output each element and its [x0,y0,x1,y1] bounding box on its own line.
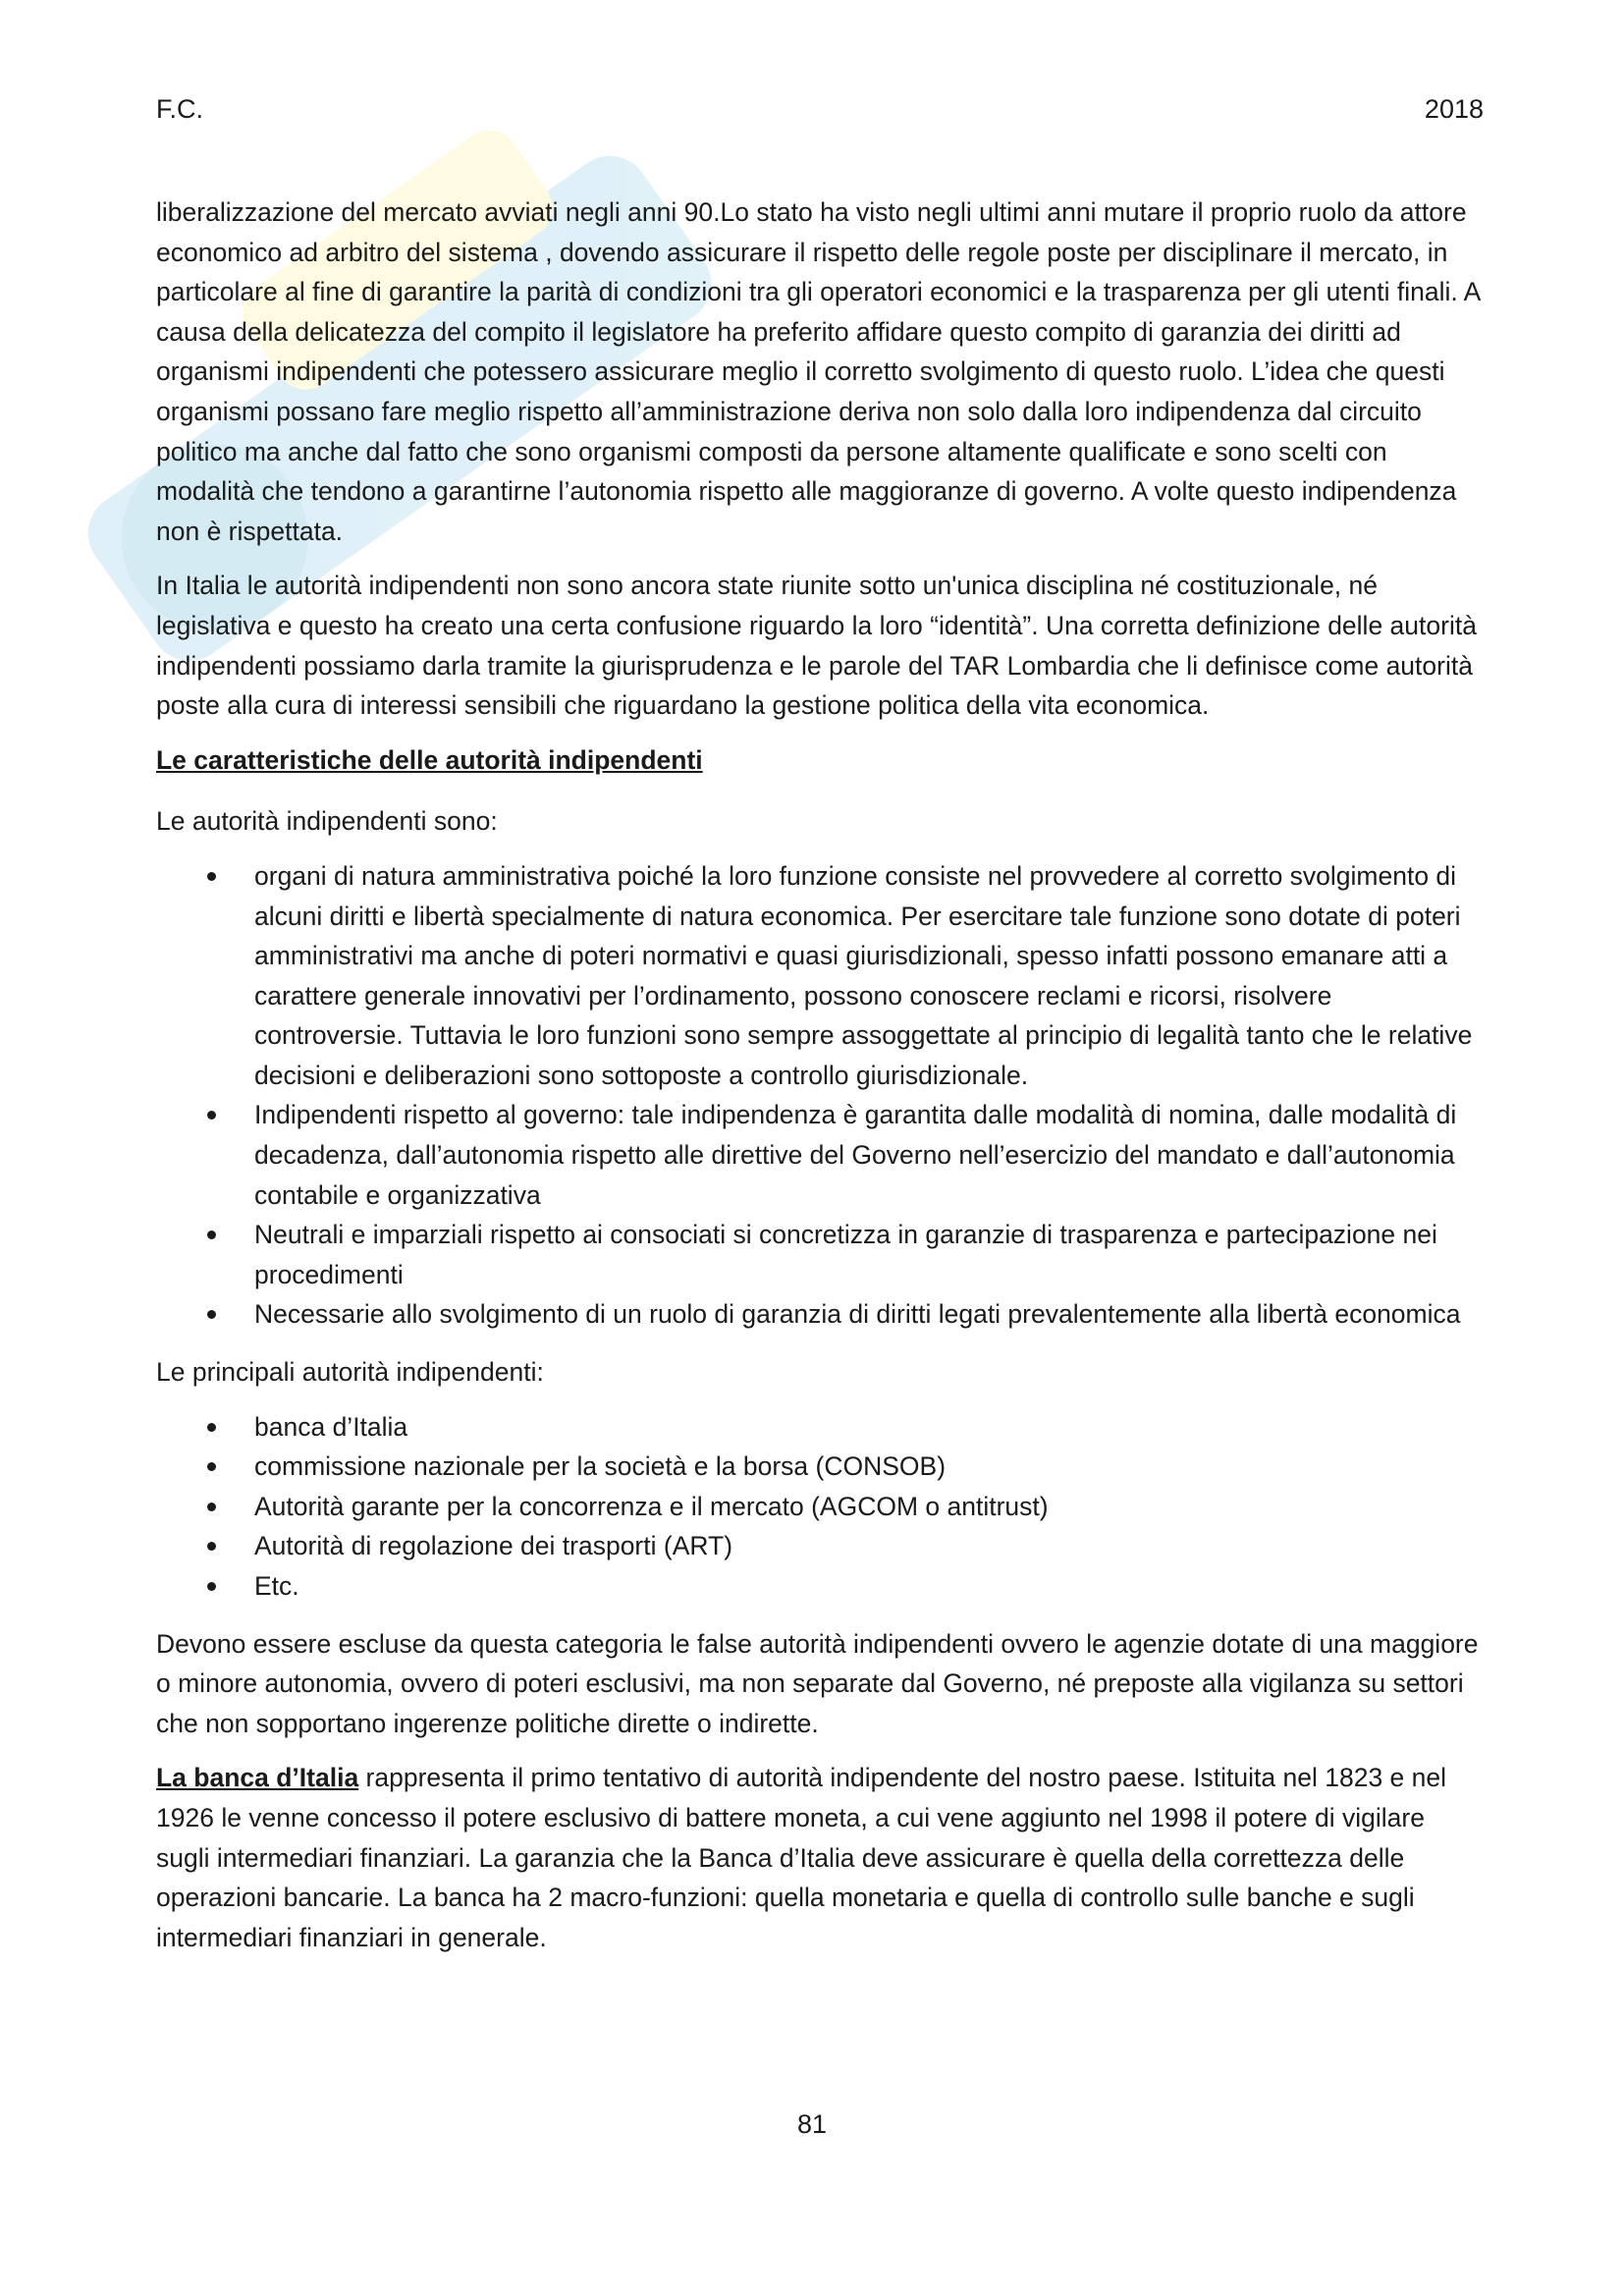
paragraph-banca [156,1758,1484,1957]
characteristics-intro: Le autorità indipendenti sono: [156,806,498,837]
list-item: Autorità garante per la concorrenza e il mercato (AGCOM o antitrust) [156,1487,1484,1527]
list-item: organi di natura amministrativa poiché la loro funzione consiste nel provvedere al corretto svolgimento di alcuni diritti e libertà specialmente di natura economica. Per esercitare tale funzione sono dotate di poteri amministrativi ma anche di poteri normativi e quasi giurisdizionali, spesso infatti possono emanare atti a carattere generale innovativi per l’ordinamento, possono conoscere reclami e ricorsi, risolvere controversie. Tuttavia le loro funzioni sono sempre assoggettate al principio di legalità tanto che le relative decisioni e deliberazioni sono sottoposte a controllo giurisdizionale. [156,856,1484,1096]
header-author: F.C. [156,94,204,124]
bullet-icon [207,1230,216,1239]
authorities-intro: Le principali autorità indipendenti: [156,1357,544,1388]
section-heading: Le caratteristiche delle autorità indipendenti [156,744,703,775]
paragraph-exclusion: Devono essere escluse da questa categoria le false autorità indipendenti ovvero le agenzie dotate di una maggiore o minore autonomia, ovvero di poteri esclusivi, ma non separate dal Governo, né preposte alla vigilanza su settori che non sopportano ingerenze politiche dirette o indirette. [156,1628,1479,1738]
banca-text: rappresenta il primo tentativo di autorità indipendente del nostro paese. Istituita nel 1823 e nel 1926 le venne concesso il potere esclusivo di battere moneta, a cui vene aggiunto nel 1998 il potere di vigilare sugli intermediari finanziari. La garanzia che la Banca d’Italia deve assicurare è quella della correttezza delle operazioni bancarie. La banca ha 2 macro-funzioni: quella monetaria e quella di controllo sulle banche e sugli intermediari finanziari in generale. [156,1763,1447,1952]
bullet-icon [207,1503,216,1511]
header-year: 2018 [1424,94,1484,124]
paragraph-liberalizzazione: liberalizzazione del mercato avviati negli anni 90.Lo stato ha visto negli ultimi anni mutare il proprio ruolo da attore economico ad arbitro del sistema , dovendo assicurare il rispetto delle regole poste per disciplinare il mercato, in particolare al fine di garantire la parità di condizioni tra gli operatori economici e la trasparenza per gli utenti finali. A causa della delicatezza del compito il legislatore ha preferito affidare questo compito di garanzia dei diritti ad organismi indipendenti che potessero assicurare meglio il corretto svolgimento di questo ruolo. L’idea che questi organismi possano fare meglio rispetto all’amministrazione deriva non solo dalla loro indipendenza dal circuito politico ma anche dal fatto che sono organismi composti da persone altamente qualificate e sono scelti con modalità che tendono a garantirne l’autonomia rispetto alle maggioranze di governo. A volte questo indipendenza non è rispettata. [156,197,1480,546]
bullet-icon [207,1462,216,1471]
document-body [156,192,1484,1972]
bullet-icon [207,1582,216,1591]
list-item: Autorità di regolazione dei trasporti (ART) [156,1526,1484,1566]
page-number: 81 [796,2109,828,2139]
page-header [156,94,1484,134]
list-item: Necessarie allo svolgimento di un ruolo di garanzia di diritti legati prevalentemente alla libertà economica [156,1294,1484,1335]
bullet-icon [207,1542,216,1551]
bullet-icon [207,872,216,881]
banca-lead: La banca d’Italia [156,1763,359,1793]
bullet-icon [207,1111,216,1120]
authorities-list [156,1407,1484,1607]
paragraph-italia: In Italia le autorità indipendenti non sono ancora state riunite sotto un'unica disciplina né costituzionale, né legislativa e questo ha creato una certa confusione riguardo la loro “identità”. Una corretta definizione delle autorità indipendenti possiamo darla tramite la giurisprudenza e le parole del TAR Lombardia che li definisce come autorità poste alla cura di interessi sensibili che riguardano la gestione politica della vita economica. [156,571,1477,721]
list-item: Indipendenti rispetto al governo: tale indipendenza è garantita dalle modalità di nomina, dalle modalità di decadenza, dall’autonomia rispetto alle direttive del Governo nell’esercizio del mandato e dall’autonomia contabile e organizzativa [156,1095,1484,1215]
bullet-icon [207,1423,216,1432]
characteristics-list [156,856,1484,1335]
list-item: Neutrali e imparziali rispetto ai consociati si concretizza in garanzie di trasparenza e partecipazione nei procedimenti [156,1215,1484,1294]
list-item: commissione nazionale per la società e la borsa (CONSOB) [156,1447,1484,1487]
list-item: banca d’Italia [156,1407,1484,1448]
list-item: Etc. [156,1566,1484,1607]
bullet-icon [207,1310,216,1319]
